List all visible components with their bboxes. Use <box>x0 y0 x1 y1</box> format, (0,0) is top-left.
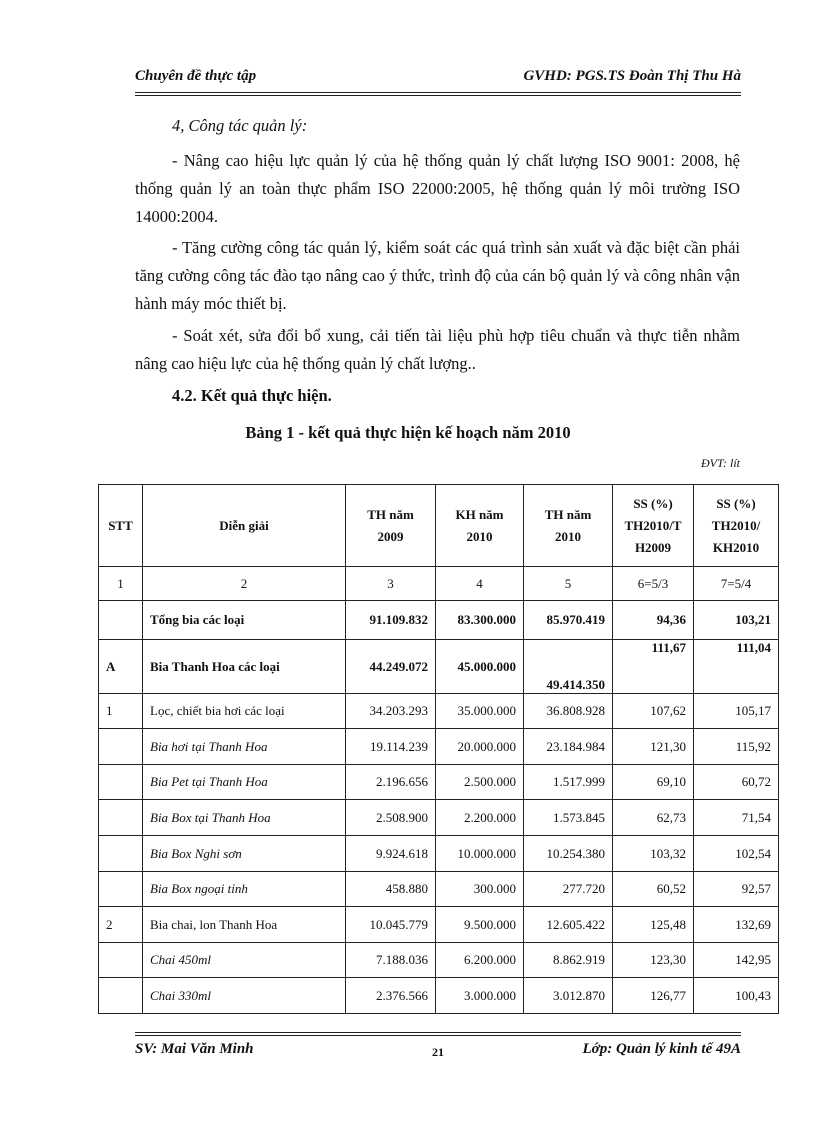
header-rule <box>135 92 741 93</box>
footer-class: Lớp: Quản lý kinh tế 49A <box>582 1041 741 1057</box>
page-number: 21 <box>432 1045 444 1059</box>
table-row: Chai 330ml 2.376.566 3.000.000 3.012.870 126,77 100,43 <box>99 978 779 1014</box>
table-index-row <box>99 567 779 601</box>
table-row: Bia Box tại Thanh Hoa 2.508.900 2.200.000 1.573.845 62,73 71,54 <box>99 800 779 836</box>
index-cell: 3 <box>346 567 436 601</box>
table-row: A Bia Thanh Hoa các loại 44.249.072 45.000.000 49.414.350 111,67 111,04 <box>99 640 779 694</box>
footer-rule-thin <box>135 1035 741 1036</box>
index-cell: 5 <box>524 567 613 601</box>
table-row: 1 Lọc, chiết bia hơi các loại 34.203.293 35.000.000 36.808.928 107,62 105,17 <box>99 694 779 729</box>
table-row: 2 Bia chai, lon Thanh Hoa 10.045.779 9.500.000 12.605.422 125,48 132,69 <box>99 907 779 943</box>
header-rule-thin <box>135 95 741 96</box>
unit-label: ĐVT: lít <box>700 456 740 470</box>
paragraph-3: - Soát xét, sửa đổi bổ xung, cải tiến tài liệu phù hợp tiêu chuẩn và thực tiễn nhằm nâng cao hiệu lực của hệ thống quản lý chất lượng.. <box>135 326 740 373</box>
table-caption: Bảng 1 - kết quả thực hiện kế hoạch năm 2010 <box>245 423 571 442</box>
page-footer <box>135 1041 741 1061</box>
paragraph-1: - Nâng cao hiệu lực quản lý của hệ thống quản lý chất lượng ISO 9001: 2008, hệ thống quản lý an toàn thực phẩm ISO 22000:2005, hệ thống quản lý môi trường ISO 14000:2004. <box>135 151 740 226</box>
subheading: 4, Công tác quản lý: <box>172 116 308 135</box>
paragraph-2: - Tăng cường công tác quản lý, kiểm soát các quá trình sản xuất và đặc biệt cần phải tăng cường công tác đào tạo nâng cao ý thức, trình độ của cán bộ quản lý và công nhân vận hành máy móc thiết bị. <box>135 238 740 313</box>
table-row: Chai 450ml 7.188.036 6.200.000 8.862.919 123,30 142,95 <box>99 943 779 978</box>
header-th2009: TH năm 2009 <box>346 485 436 567</box>
index-cell: 4 <box>436 567 524 601</box>
index-cell: 7=5/4 <box>694 567 779 601</box>
header-th2010: TH năm 2010 <box>524 485 613 567</box>
header-supervisor: GVHD: PGS.TS Đoàn Thị Thu Hà <box>523 68 741 84</box>
header-description: Diễn giải <box>143 485 346 567</box>
index-cell: 2 <box>143 567 346 601</box>
header-ss-th: SS (%) TH2010/T H2009 <box>613 485 694 567</box>
footer-rule <box>135 1032 741 1033</box>
table-row: Bia Box Nghi sơn 9.924.618 10.000.000 10.254.380 103,32 102,54 <box>99 836 779 872</box>
footer-student: SV: Mai Văn Minh <box>135 1041 254 1057</box>
results-table <box>98 484 779 1014</box>
table-row: Bia Pet tại Thanh Hoa 2.196.656 2.500.000 1.517.999 69,10 60,72 <box>99 765 779 800</box>
index-cell: 1 <box>99 567 143 601</box>
section-heading: 4.2. Kết quả thực hiện. <box>172 386 332 405</box>
table-row: Bia hơi tại Thanh Hoa 19.114.239 20.000.000 23.184.984 121,30 115,92 <box>99 729 779 765</box>
header-ss-kh: SS (%) TH2010/ KH2010 <box>694 485 779 567</box>
table-header-row <box>99 485 779 567</box>
header-kh2010: KH năm 2010 <box>436 485 524 567</box>
header-stt: STT <box>99 485 143 567</box>
table-row: Bia Box ngoại tỉnh 458.880 300.000 277.720 60,52 92,57 <box>99 872 779 907</box>
header-title: Chuyên đề thực tập <box>135 68 257 84</box>
page-header <box>135 68 741 90</box>
table-row: Tổng bia các loại 91.109.832 83.300.000 85.970.419 94,36 103,21 <box>99 601 779 640</box>
index-cell: 6=5/3 <box>613 567 694 601</box>
